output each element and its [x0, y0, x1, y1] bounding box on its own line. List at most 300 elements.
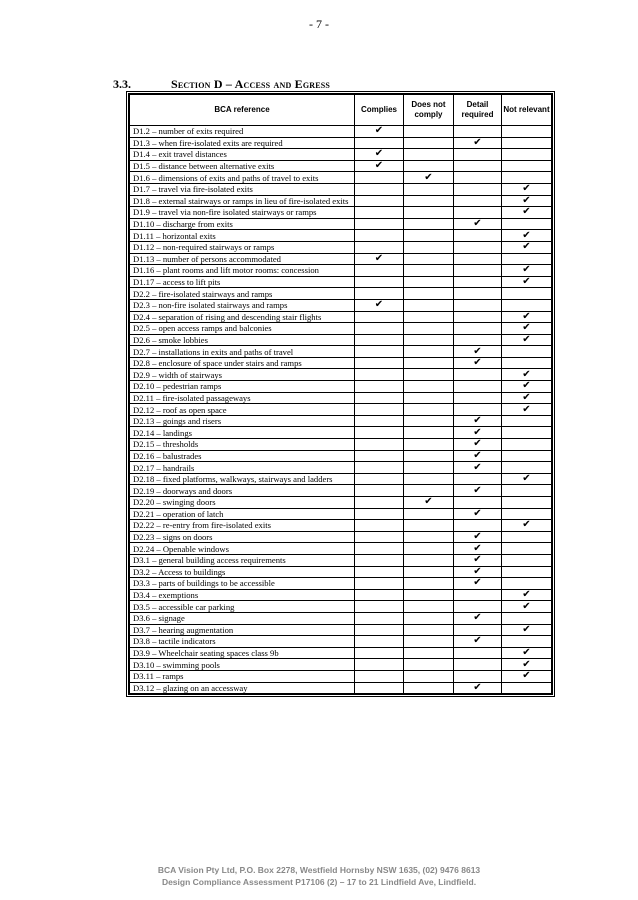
status-cell	[404, 276, 454, 288]
status-cell	[404, 265, 454, 277]
status-cell	[454, 218, 502, 230]
check-mark-icon: ✔	[522, 195, 531, 206]
bca-reference-cell: D2.22 – re-entry from fire-isolated exits	[130, 520, 355, 532]
status-cell	[502, 554, 552, 566]
table-row	[130, 659, 552, 671]
check-mark-icon: ✔	[522, 473, 531, 485]
bca-reference-cell: D3.3 – parts of buildings to be accessible	[130, 578, 355, 590]
bca-reference-cell: D2.18 – fixed platforms, walkways, stairways and ladders	[130, 473, 355, 485]
status-cell	[502, 427, 552, 439]
table-row	[130, 299, 552, 311]
table-row	[130, 497, 552, 509]
table-row	[130, 172, 552, 184]
status-cell	[355, 137, 404, 149]
status-cell	[502, 659, 552, 671]
status-cell	[404, 450, 454, 462]
status-cell	[355, 323, 404, 335]
bca-reference-cell: D2.15 – thresholds	[130, 439, 355, 451]
check-mark-icon: ✔	[473, 635, 482, 647]
status-cell	[502, 172, 552, 184]
header-detail-required: Detail required	[454, 95, 502, 126]
table-row	[130, 160, 552, 172]
status-cell	[404, 149, 454, 161]
check-mark-icon: ✔	[473, 554, 482, 566]
status-cell	[404, 299, 454, 311]
status-cell	[404, 230, 454, 242]
status-cell	[454, 659, 502, 671]
table-row	[130, 578, 552, 590]
status-cell	[502, 392, 552, 404]
check-mark-icon: ✔	[473, 357, 482, 369]
table-row	[130, 207, 552, 219]
status-cell	[454, 589, 502, 601]
bca-reference-cell: D2.19 – doorways and doors	[130, 485, 355, 497]
bca-reference-cell: D2.23 – signs on doors	[130, 531, 355, 543]
status-cell	[502, 462, 552, 474]
table-row	[130, 473, 552, 485]
table-row	[130, 126, 552, 138]
status-cell	[454, 299, 502, 311]
status-cell	[502, 195, 552, 207]
status-cell	[404, 218, 454, 230]
status-cell	[355, 624, 404, 636]
check-mark-icon: ✔	[522, 670, 531, 682]
check-mark-icon: ✔	[522, 380, 531, 392]
status-cell	[404, 427, 454, 439]
status-cell	[502, 288, 552, 300]
check-mark-icon: ✔	[374, 160, 384, 172]
status-cell	[454, 450, 502, 462]
status-cell	[355, 612, 404, 624]
status-cell	[404, 578, 454, 590]
bca-reference-cell: D3.12 – glazing on an accessway	[130, 682, 355, 694]
table-row	[130, 531, 552, 543]
table-row	[130, 149, 552, 161]
status-cell	[404, 624, 454, 636]
status-cell	[355, 578, 404, 590]
status-cell	[404, 601, 454, 613]
status-cell	[355, 439, 404, 451]
check-mark-icon: ✔	[473, 612, 482, 624]
status-cell	[454, 566, 502, 578]
status-cell	[502, 357, 552, 369]
bca-reference-cell: D1.10 – discharge from exits	[130, 218, 355, 230]
status-cell	[404, 381, 454, 393]
status-cell	[502, 265, 552, 277]
check-mark-icon: ✔	[522, 276, 531, 288]
status-cell	[355, 183, 404, 195]
status-cell	[454, 670, 502, 682]
status-cell	[404, 543, 454, 555]
status-cell	[502, 566, 552, 578]
bca-reference-cell: D3.10 – swimming pools	[130, 659, 355, 671]
section-heading	[113, 77, 330, 92]
check-mark-icon: ✔	[522, 392, 531, 403]
bca-reference-cell: D1.16 – plant rooms and lift motor rooms: concession	[130, 265, 355, 277]
bca-reference-cell: D2.17 – handrails	[130, 462, 355, 474]
check-mark-icon: ✔	[473, 438, 482, 450]
table-row	[130, 508, 552, 520]
table-row	[130, 218, 552, 230]
bca-reference-cell: D2.3 – non-fire isolated stairways and ramps	[130, 299, 355, 311]
bca-reference-cell: D3.7 – hearing augmentation	[130, 624, 355, 636]
status-cell	[502, 450, 552, 462]
table-row	[130, 346, 552, 358]
table-row	[130, 543, 552, 555]
table-row	[130, 485, 552, 497]
status-cell	[502, 531, 552, 543]
status-cell	[404, 659, 454, 671]
bca-reference-cell: D1.5 – distance between alternative exits	[130, 160, 355, 172]
check-mark-icon: ✔	[374, 148, 384, 160]
table-row	[130, 624, 552, 636]
check-mark-icon: ✔	[522, 403, 531, 415]
table-header-row	[130, 95, 552, 126]
status-cell	[355, 160, 404, 172]
status-cell	[404, 520, 454, 532]
table-row	[130, 357, 552, 369]
bca-reference-cell: D3.4 – exemptions	[130, 589, 355, 601]
bca-reference-cell: D1.12 – non-required stairways or ramps	[130, 241, 355, 253]
bca-reference-cell: D1.3 – when fire-isolated exits are required	[130, 137, 355, 149]
status-cell	[502, 311, 552, 323]
status-cell	[502, 369, 552, 381]
status-cell	[502, 485, 552, 497]
table-row	[130, 601, 552, 613]
status-cell	[355, 659, 404, 671]
status-cell	[404, 369, 454, 381]
bca-reference-cell: D3.6 – signage	[130, 612, 355, 624]
check-mark-icon: ✔	[522, 334, 531, 345]
status-cell	[502, 126, 552, 138]
status-cell	[355, 253, 404, 265]
check-mark-icon: ✔	[424, 171, 433, 183]
status-cell	[404, 357, 454, 369]
status-cell	[454, 624, 502, 636]
status-cell	[454, 357, 502, 369]
check-mark-icon: ✔	[473, 577, 482, 589]
status-cell	[502, 439, 552, 451]
status-cell	[502, 334, 552, 346]
status-cell	[404, 126, 454, 138]
status-cell	[404, 589, 454, 601]
status-cell	[355, 508, 404, 520]
section-number: 3.3.	[113, 77, 131, 91]
status-cell	[454, 265, 502, 277]
status-cell	[355, 276, 404, 288]
status-cell	[502, 415, 552, 427]
check-mark-icon: ✔	[473, 484, 482, 496]
status-cell	[502, 578, 552, 590]
status-cell	[355, 334, 404, 346]
status-cell	[404, 241, 454, 253]
status-cell	[502, 647, 552, 659]
bca-reference-cell: D3.9 – Wheelchair seating spaces class 9b	[130, 647, 355, 659]
status-cell	[404, 323, 454, 335]
check-mark-icon: ✔	[473, 426, 482, 438]
status-cell	[454, 578, 502, 590]
bca-reference-cell: D1.9 – travel via non-fire isolated stairways or ramps	[130, 207, 355, 219]
bca-reference-cell: D3.5 – accessible car parking	[130, 601, 355, 613]
status-cell	[454, 415, 502, 427]
check-mark-icon: ✔	[374, 253, 384, 264]
table-row	[130, 636, 552, 648]
status-cell	[355, 636, 404, 648]
bca-reference-cell: D3.8 – tactile indicators	[130, 636, 355, 648]
bca-reference-cell: D2.8 – enclosure of space under stairs and ramps	[130, 357, 355, 369]
status-cell	[502, 589, 552, 601]
table-row	[130, 450, 552, 462]
status-cell	[454, 647, 502, 659]
table-row	[130, 682, 552, 694]
status-cell	[502, 624, 552, 636]
bca-reference-cell: D2.4 – separation of rising and descending stair flights	[130, 311, 355, 323]
status-cell	[404, 172, 454, 184]
status-cell	[454, 183, 502, 195]
bca-reference-cell: D2.6 – smoke lobbies	[130, 334, 355, 346]
status-cell	[355, 589, 404, 601]
status-cell	[454, 276, 502, 288]
status-cell	[404, 404, 454, 416]
status-cell	[404, 473, 454, 485]
table-row	[130, 253, 552, 265]
status-cell	[404, 636, 454, 648]
bca-reference-cell: D3.2 – Access to buildings	[130, 566, 355, 578]
bca-reference-cell: D1.11 – horizontal exits	[130, 230, 355, 242]
status-cell	[454, 149, 502, 161]
table-row	[130, 195, 552, 207]
status-cell	[404, 195, 454, 207]
bca-reference-cell: D1.17 – access to lift pits	[130, 276, 355, 288]
status-cell	[404, 346, 454, 358]
check-mark-icon: ✔	[522, 624, 531, 635]
bca-reference-cell: D2.5 – open access ramps and balconies	[130, 323, 355, 335]
compliance-table-frame	[126, 91, 555, 697]
bca-reference-cell: D2.21 – operation of latch	[130, 508, 355, 520]
status-cell	[355, 520, 404, 532]
check-mark-icon: ✔	[522, 206, 531, 218]
check-mark-icon: ✔	[374, 125, 384, 137]
status-cell	[502, 682, 552, 694]
table-row	[130, 230, 552, 242]
status-cell	[454, 160, 502, 172]
status-cell	[355, 357, 404, 369]
header-bca-reference: BCA reference	[130, 95, 355, 126]
status-cell	[502, 381, 552, 393]
check-mark-icon: ✔	[522, 264, 531, 276]
status-cell	[355, 369, 404, 381]
check-mark-icon: ✔	[473, 415, 482, 427]
table-row	[130, 415, 552, 427]
status-cell	[355, 392, 404, 404]
status-cell	[454, 369, 502, 381]
status-cell	[502, 253, 552, 265]
status-cell	[355, 531, 404, 543]
status-cell	[355, 566, 404, 578]
status-cell	[355, 346, 404, 358]
status-cell	[404, 682, 454, 694]
footer-line-1: BCA Vision Pty Ltd, P.O. Box 2278, Westfield Hornsby NSW 1635, (02) 9476 8613	[157, 865, 481, 875]
check-mark-icon: ✔	[522, 241, 531, 253]
status-cell	[404, 462, 454, 474]
table-row	[130, 183, 552, 195]
status-cell	[355, 195, 404, 207]
header-not-relevant: Not relevant	[502, 95, 552, 126]
bca-reference-cell: D3.1 – general building access requirements	[130, 554, 355, 566]
table-row	[130, 311, 552, 323]
status-cell	[454, 137, 502, 149]
status-cell	[355, 543, 404, 555]
status-cell	[404, 288, 454, 300]
check-mark-icon: ✔	[522, 658, 531, 670]
status-cell	[355, 126, 404, 138]
status-cell	[404, 647, 454, 659]
check-mark-icon: ✔	[374, 299, 384, 311]
status-cell	[355, 381, 404, 393]
status-cell	[454, 508, 502, 520]
status-cell	[355, 462, 404, 474]
status-cell	[355, 218, 404, 230]
status-cell	[355, 241, 404, 253]
status-cell	[454, 346, 502, 358]
check-mark-icon: ✔	[522, 368, 531, 380]
status-cell	[454, 195, 502, 207]
table-row	[130, 566, 552, 578]
status-cell	[454, 311, 502, 323]
bca-reference-cell: D2.13 – goings and risers	[130, 415, 355, 427]
status-cell	[502, 149, 552, 161]
bca-reference-cell: D2.10 – pedestrian ramps	[130, 381, 355, 393]
status-cell	[454, 392, 502, 404]
status-cell	[404, 670, 454, 682]
check-mark-icon: ✔	[473, 508, 482, 519]
status-cell	[502, 299, 552, 311]
check-mark-icon: ✔	[473, 682, 482, 693]
status-cell	[502, 241, 552, 253]
status-cell	[502, 670, 552, 682]
table-row	[130, 323, 552, 335]
check-mark-icon: ✔	[473, 566, 482, 577]
status-cell	[454, 520, 502, 532]
check-mark-icon: ✔	[522, 229, 531, 241]
status-cell	[502, 207, 552, 219]
bca-reference-cell: D1.2 – number of exits required	[130, 126, 355, 138]
status-cell	[454, 253, 502, 265]
status-cell	[454, 230, 502, 242]
status-cell	[355, 149, 404, 161]
page-number: - 7 -	[309, 17, 329, 31]
status-cell	[454, 381, 502, 393]
status-cell	[355, 299, 404, 311]
status-cell	[355, 670, 404, 682]
bca-reference-cell: D2.7 – installations in exits and paths of travel	[130, 346, 355, 358]
bca-reference-cell: D1.6 – dimensions of exits and paths of travel to exits	[130, 172, 355, 184]
status-cell	[454, 126, 502, 138]
status-cell	[454, 207, 502, 219]
status-cell	[355, 230, 404, 242]
status-cell	[454, 612, 502, 624]
status-cell	[502, 473, 552, 485]
bca-reference-cell: D2.16 – balustrades	[130, 450, 355, 462]
status-cell	[502, 276, 552, 288]
section-title: Section D – Access and Egress	[171, 77, 331, 91]
status-cell	[404, 485, 454, 497]
check-mark-icon: ✔	[522, 322, 531, 334]
status-cell	[355, 311, 404, 323]
table-row	[130, 612, 552, 624]
status-cell	[502, 636, 552, 648]
status-cell	[355, 415, 404, 427]
status-cell	[454, 601, 502, 613]
check-mark-icon: ✔	[473, 450, 482, 461]
status-cell	[454, 427, 502, 439]
status-cell	[502, 601, 552, 613]
table-row	[130, 137, 552, 149]
status-cell	[355, 427, 404, 439]
check-mark-icon: ✔	[522, 647, 531, 659]
table-row	[130, 427, 552, 439]
check-mark-icon: ✔	[473, 345, 482, 357]
status-cell	[355, 288, 404, 300]
status-cell	[404, 497, 454, 509]
table-row	[130, 520, 552, 532]
status-cell	[454, 497, 502, 509]
status-cell	[502, 543, 552, 555]
status-cell	[355, 207, 404, 219]
bca-reference-cell: D2.14 – landings	[130, 427, 355, 439]
table-row	[130, 462, 552, 474]
bca-reference-cell: D2.12 – roof as open space	[130, 404, 355, 416]
bca-reference-cell: D1.8 – external stairways or ramps in lieu of fire-isolated exits	[130, 195, 355, 207]
bca-reference-cell: D2.24 – Openable windows	[130, 543, 355, 555]
status-cell	[454, 404, 502, 416]
status-cell	[404, 253, 454, 265]
header-does-not-comply: Does not comply	[404, 95, 454, 126]
status-cell	[404, 137, 454, 149]
status-cell	[502, 183, 552, 195]
status-cell	[404, 415, 454, 427]
bca-reference-cell: D2.2 – fire-isolated stairways and ramps	[130, 288, 355, 300]
table-row	[130, 381, 552, 393]
table-row	[130, 288, 552, 300]
check-mark-icon: ✔	[473, 531, 482, 543]
status-cell	[502, 404, 552, 416]
bca-reference-cell: D1.7 – travel via fire-isolated exits	[130, 183, 355, 195]
status-cell	[404, 439, 454, 451]
status-cell	[355, 265, 404, 277]
status-cell	[454, 172, 502, 184]
table-body	[130, 126, 552, 694]
status-cell	[502, 346, 552, 358]
status-cell	[404, 566, 454, 578]
check-mark-icon: ✔	[473, 461, 482, 473]
status-cell	[502, 218, 552, 230]
table-row	[130, 276, 552, 288]
status-cell	[502, 497, 552, 509]
status-cell	[404, 183, 454, 195]
bca-reference-cell: D2.11 – fire-isolated passageways	[130, 392, 355, 404]
status-cell	[404, 392, 454, 404]
status-cell	[454, 462, 502, 474]
bca-reference-cell: D2.9 – width of stairways	[130, 369, 355, 381]
status-cell	[355, 473, 404, 485]
status-cell	[502, 612, 552, 624]
status-cell	[454, 288, 502, 300]
check-mark-icon: ✔	[424, 496, 433, 508]
table-row	[130, 554, 552, 566]
status-cell	[355, 497, 404, 509]
status-cell	[502, 323, 552, 335]
